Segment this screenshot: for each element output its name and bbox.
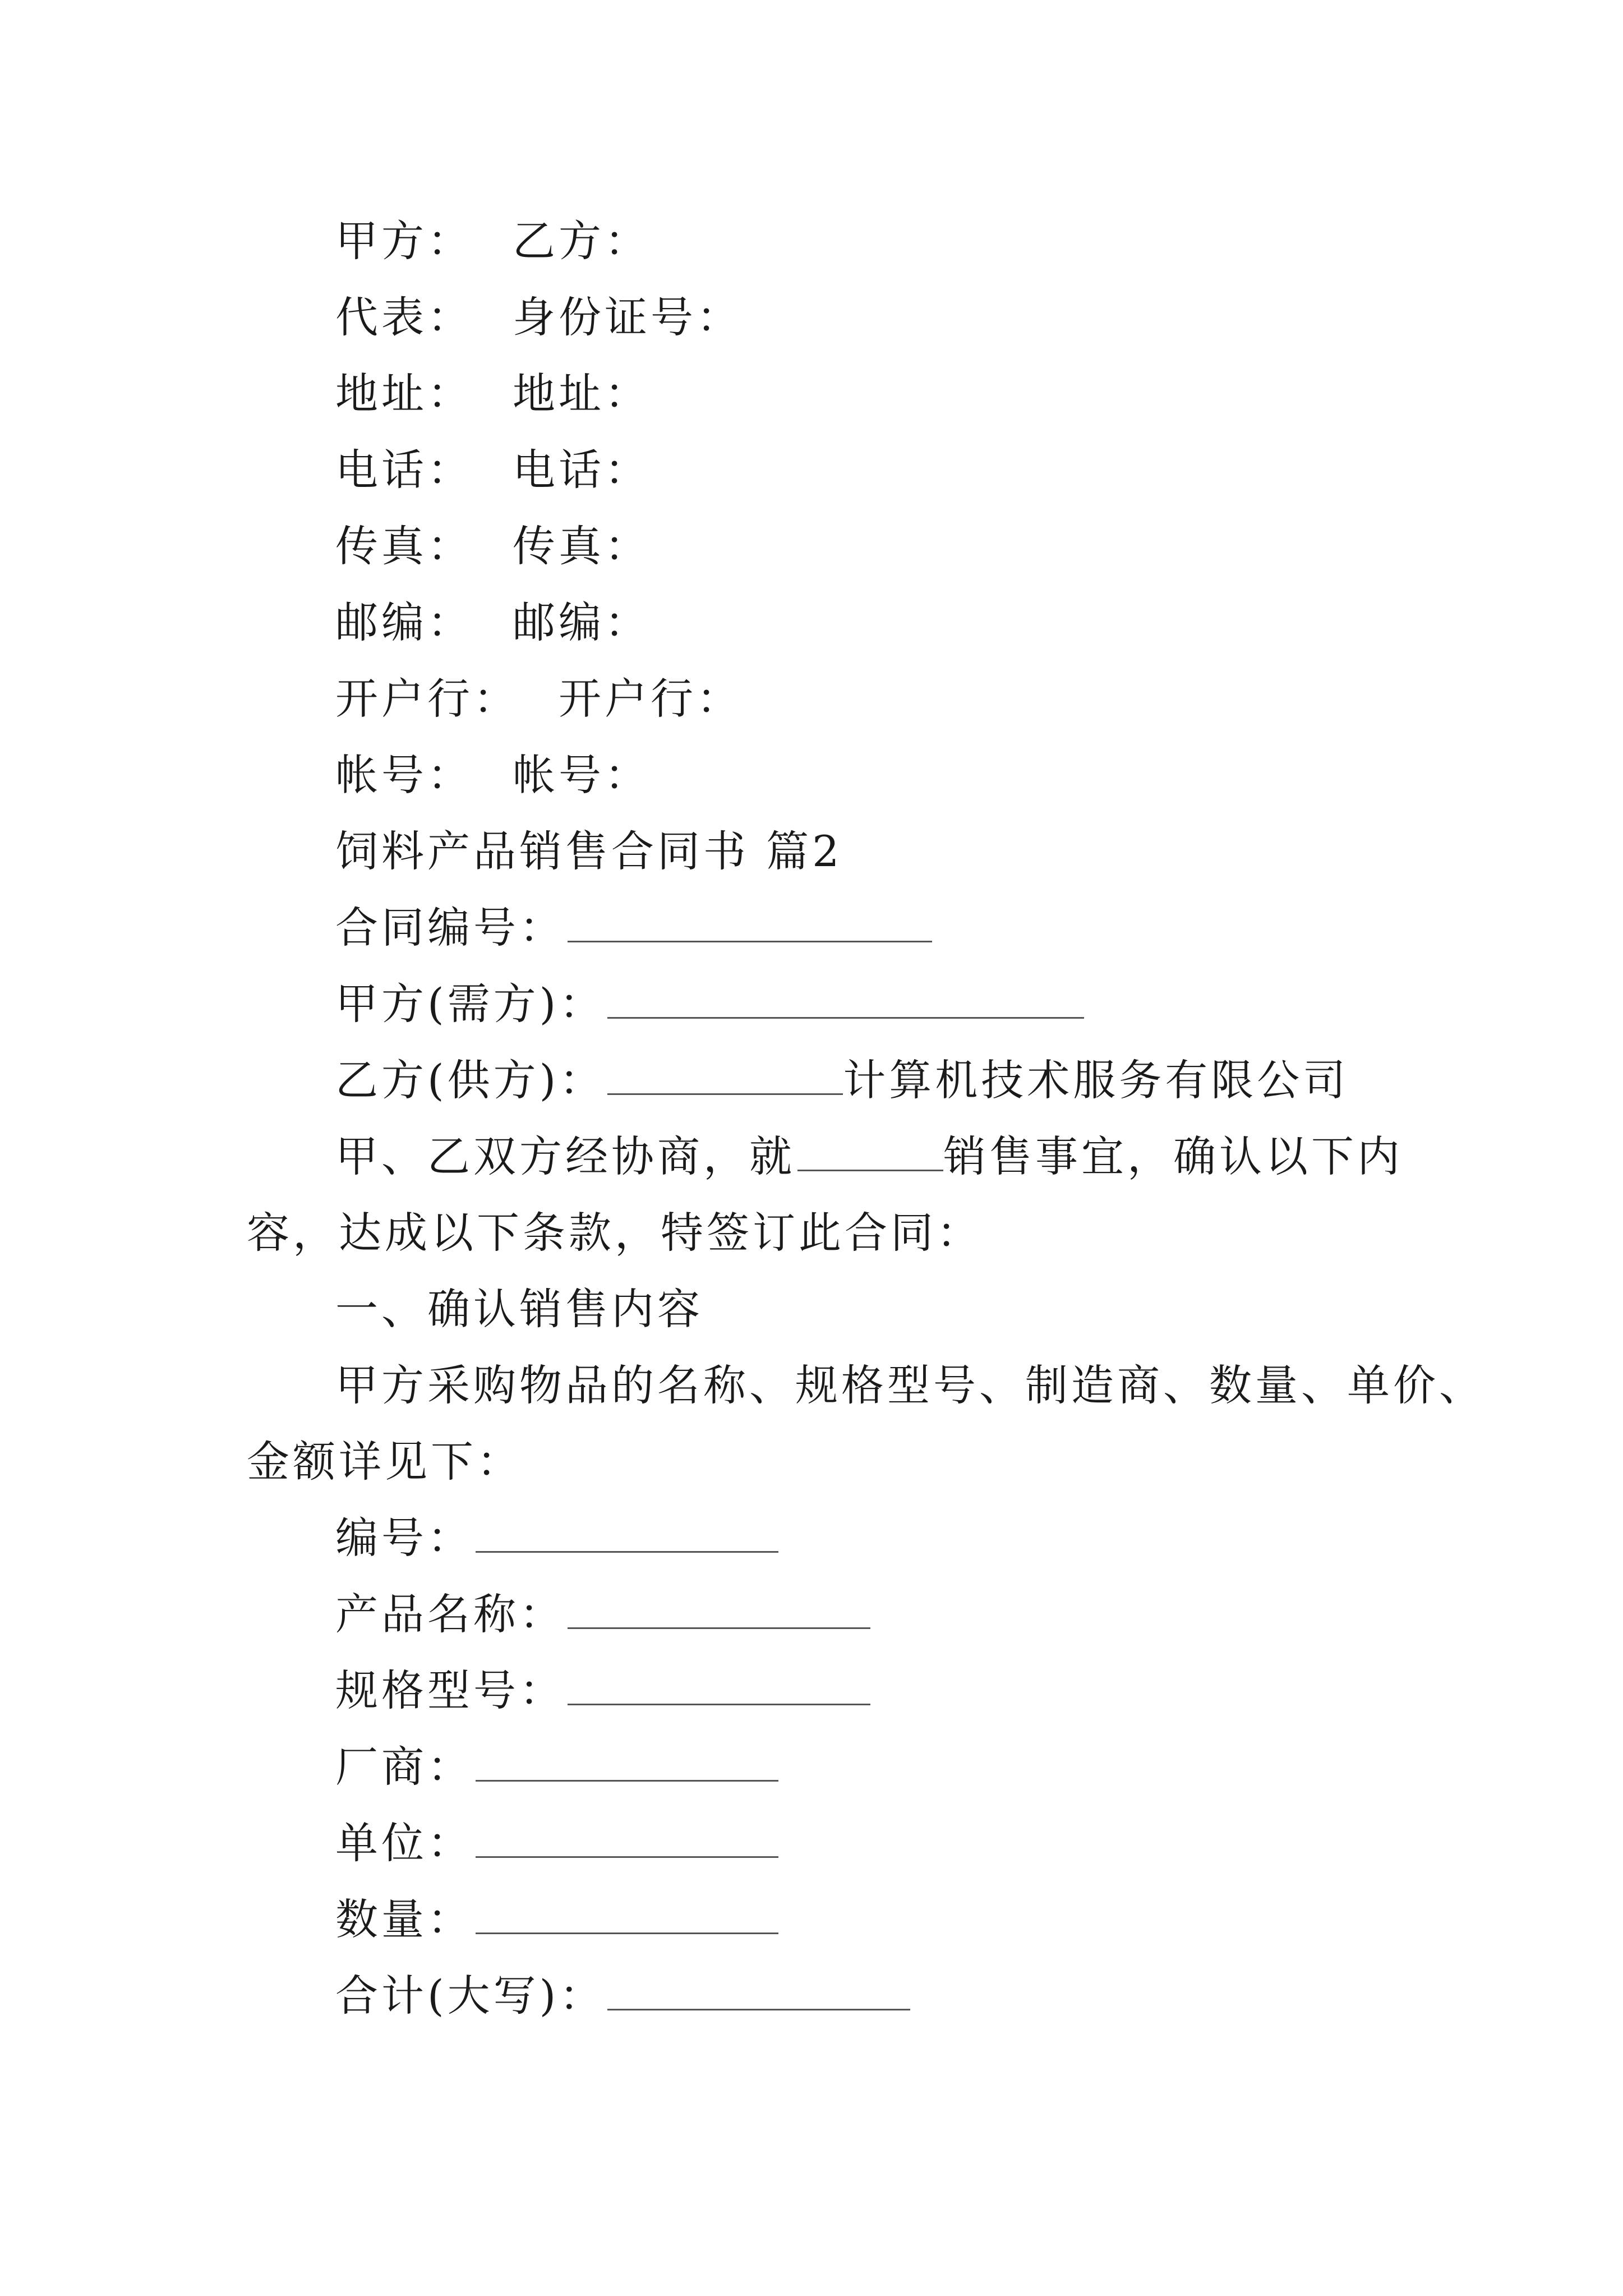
representative-label: 代表： (335, 292, 473, 342)
id-number-label: 身份证号： (513, 292, 743, 342)
party-b-blank (607, 1060, 843, 1095)
party-b-label: 乙方： (513, 216, 651, 266)
intro-text-c: 容，达成以下条款，特签订此合同： (247, 1208, 983, 1258)
intro-line-1 (335, 1123, 1404, 1190)
clause-1-title (335, 1276, 1404, 1343)
field-product-name-label: 产品名称： (335, 1589, 565, 1639)
field-quantity-label: 数量： (335, 1894, 473, 1944)
sales-item-blank (797, 1136, 943, 1171)
field-product-name (335, 1581, 1404, 1648)
contract-number-label: 合同编号： (335, 903, 565, 953)
field-total-caps (335, 1962, 1404, 2030)
contract-number-line (335, 894, 1404, 961)
party-a-line (335, 970, 1404, 1038)
party-b-supply-label: 乙方(供方)： (335, 1055, 606, 1105)
bank-b-label: 开户行： (559, 674, 743, 724)
field-unit (335, 1810, 1404, 1877)
fax-b-label: 传真： (513, 521, 651, 571)
intro-text-a: 甲、乙双方经协商，就 (335, 1131, 795, 1181)
postcode-b-label: 邮编： (513, 597, 651, 647)
field-spec-model-label: 规格型号： (335, 1665, 565, 1715)
party-line-4 (335, 436, 1404, 504)
field-product-name-blank (568, 1594, 870, 1629)
clause-1-text-a: 甲方采购物品的名称、规格型号、制造商、数量、单价、 (335, 1360, 1485, 1410)
contract-number-blank (568, 907, 932, 942)
field-number-blank (476, 1517, 778, 1553)
party-a-label: 甲方： (335, 216, 473, 266)
clause-1-title-text: 一、确认销售内容 (335, 1284, 703, 1334)
intro-line-2 (247, 1199, 1404, 1267)
field-quantity-blank (476, 1899, 778, 1934)
field-manufacturer-label: 厂商： (335, 1742, 473, 1792)
postcode-a-label: 邮编： (335, 597, 473, 647)
field-number-label: 编号： (335, 1513, 473, 1563)
field-manufacturer-blank (476, 1746, 778, 1782)
section-title (335, 818, 1404, 885)
field-spec-model (335, 1657, 1404, 1724)
party-line-2 (335, 284, 1404, 351)
field-unit-blank (476, 1823, 778, 1858)
field-total-caps-label: 合计(大写)： (335, 1971, 606, 2021)
party-line-6 (335, 589, 1404, 656)
phone-b-label: 电话： (513, 445, 651, 495)
clause-1-text-b: 金额详见下： (247, 1437, 523, 1487)
account-a-label: 帐号： (335, 750, 473, 800)
party-a-demand-label: 甲方(需方)： (335, 979, 606, 1029)
field-number (335, 1504, 1404, 1572)
party-line-7 (335, 665, 1404, 733)
clause-1-line-1 (335, 1352, 1485, 1419)
bank-a-label: 开户行： (335, 674, 519, 724)
section-title-text: 饲料产品销售合同书 篇2 (335, 826, 843, 876)
party-line-5 (335, 513, 1404, 580)
field-unit-label: 单位： (335, 1818, 473, 1868)
party-line-3 (335, 360, 1404, 427)
address-a-label: 地址： (335, 369, 473, 418)
fax-a-label: 传真： (335, 521, 473, 571)
clause-1-line-2 (247, 1428, 1404, 1496)
address-b-label: 地址： (513, 369, 651, 418)
phone-a-label: 电话： (335, 445, 473, 495)
party-b-company-suffix: 计算机技术服务有限公司 (843, 1055, 1349, 1105)
party-line-8 (335, 742, 1404, 809)
intro-text-b: 销售事宜，确认以下内 (943, 1131, 1403, 1181)
field-manufacturer (335, 1733, 1404, 1801)
party-b-line (335, 1047, 1404, 1114)
field-quantity (335, 1886, 1404, 1953)
field-total-caps-blank (607, 1975, 910, 2010)
account-b-label: 帐号： (513, 750, 651, 800)
party-line-1 (335, 208, 1404, 275)
field-spec-model-blank (568, 1670, 870, 1705)
party-a-blank (607, 983, 1084, 1019)
